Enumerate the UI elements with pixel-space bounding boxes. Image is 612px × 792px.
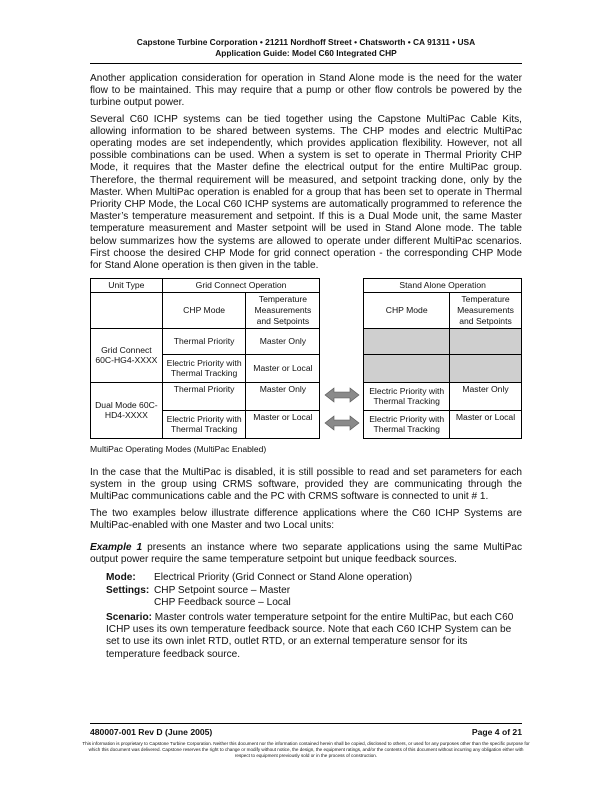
cell-temp: Master or Local: [246, 354, 320, 382]
header-chp-mode: CHP Mode: [162, 292, 246, 328]
header-temperature: Temperature Measurements and Setpoints: [246, 292, 320, 328]
cell-sa-temp: Master Only: [450, 382, 522, 410]
multipac-modes-table: [90, 278, 522, 439]
cell-temp: Master Only: [246, 328, 320, 354]
page-header: [0, 37, 612, 59]
cell-temp: Master Only: [246, 382, 320, 410]
paragraph-examples-intro: The two examples below illustrate difference applications where the C60 ICHP Systems are MultiPac-enabled with one Master and two Local units:: [90, 507, 522, 531]
cell-mode: Thermal Priority: [162, 328, 246, 354]
scenario-text: Master controls water temperature setpoint for the entire MultiPac, but each C60 ICHP uses its own temperature feedback source. Note that each C60 ICHP System can be set to use its own inlet RTD, outlet RTD, or an external temperature sensor for its temperature feedback source.: [106, 612, 514, 660]
cell-sa-mode: Electric Priority with Thermal Tracking: [364, 382, 450, 410]
unit-dual-mode: Dual Mode 60C-HD4-XXXX: [91, 382, 163, 438]
header-sa-temperature: Temperature Measurements and Setpoints: [450, 292, 522, 328]
unit-grid-connect: Grid Connect 60C-HG4-XXXX: [91, 328, 163, 382]
example-settings: [106, 585, 522, 609]
example-mode: [106, 572, 522, 584]
header-guide-title: Application Guide: Model C60 Integrated CHP: [215, 48, 397, 58]
cell-na: [450, 354, 522, 382]
cell-na: [364, 328, 450, 354]
cell-na: [364, 354, 450, 382]
cell-na: [450, 328, 522, 354]
cell-sa-temp: Master or Local: [450, 410, 522, 438]
scenario-label: Scenario:: [106, 612, 152, 624]
mode-value: Electrical Priority (Grid Connect or Stand Alone operation): [154, 572, 413, 584]
example-intro-text: presents an instance where two separate applications using the same MultiPac output power require the same temperature setpoint but unique feedback sources.: [90, 542, 522, 566]
page-body: [90, 73, 522, 661]
double-arrow-icon: [324, 387, 360, 403]
cell-sa-mode: Electric Priority with Thermal Tracking: [364, 410, 450, 438]
header-sa-chp-mode: CHP Mode: [364, 292, 450, 328]
cell-mode: Thermal Priority: [162, 382, 246, 410]
document-id: 480007-001 Rev D (June 2005): [90, 727, 213, 737]
settings-setpoint: CHP Setpoint source – Master: [154, 584, 291, 596]
cell-mode: Electric Priority with Thermal Tracking: [162, 410, 246, 438]
double-arrow-icon: [324, 415, 360, 431]
cell-mode: Electric Priority with Thermal Tracking: [162, 354, 246, 382]
header-stand-alone: Stand Alone Operation: [364, 279, 522, 293]
footer-rule: [90, 723, 522, 724]
header-unit-type: Unit Type: [91, 279, 163, 293]
settings-feedback: CHP Feedback source – Local: [154, 596, 291, 608]
header-grid-connect: Grid Connect Operation: [162, 279, 320, 293]
example-title: Example 1: [90, 542, 143, 554]
mode-label: Mode:: [106, 572, 136, 584]
example-intro: [90, 542, 522, 566]
cell-temp: Master or Local: [246, 410, 320, 438]
proprietary-disclaimer: This information is proprietary to Capstone Turbine Corporation. Neither this document nor the information contained herein shall be copied, disclosed to others, or used for any purposes other than the specific purpose for which this document was delivered. Capstone reserves the right to change or modify without notice, the design, the equipment ratings, and/or the contents of this document without incurring any obligation either with respect to equipment previously sold or in the process of construction.: [82, 741, 530, 759]
paragraph-multipac-disabled: In the case that the MultiPac is disabled, it is still possible to read and set parameters for each system in the group using CRMS software, provided they are communicating through the MultiPac communications cable and the PC with CRMS software is connected to unit # 1.: [90, 467, 522, 503]
paragraph-water-flow: Another application consideration for operation in Stand Alone mode is the need for the water flow to be maintained. This may require that a pump or other flow controls be powered by the turbine output power.: [90, 73, 522, 109]
header-address: Capstone Turbine Corporation • 21211 Nordhoff Street • Chatsworth • CA 91311 • USA: [136, 37, 476, 47]
settings-label: Settings:: [106, 584, 150, 596]
page-number: Page 4 of 21: [471, 727, 522, 737]
paragraph-multipac-intro: Several C60 ICHP systems can be tied together using the Capstone MultiPac Cable Kits, allowing information to be shared between systems. The CHP modes and electric MultiPac operating modes are set independently, which provides application flexibility. However, not all possible combinations can be used. When a system is set to operate in Thermal Priority CHP Mode, it requires that the Master define the electrical output for the entire MultiPac group. Therefore, the thermal requirement will be measured, and setpoint tracking done, only by the Master. When MultiPac operation is enabled for a group that has been set to operate in Thermal Priority CHP Mode, the Local C60 ICHP systems are automatically programmed to reference the Master’s temperature measurement and setpoint. If this is a Dual Mode unit, the same Master temperature measurement and Master setpoint will be used in Stand Alone mode. The table below summarizes how the systems are allowed to operate under different MultiPac scenarios. First choose the desired CHP Mode for grid connect operation - the corresponding CHP Mode for Stand Alone operation is then given in the table.: [90, 113, 522, 272]
page-footer: [90, 727, 522, 737]
example-scenario: [106, 612, 522, 661]
table-caption: MultiPac Operating Modes (MultiPac Enabled): [90, 443, 267, 454]
header-rule: [90, 63, 522, 64]
